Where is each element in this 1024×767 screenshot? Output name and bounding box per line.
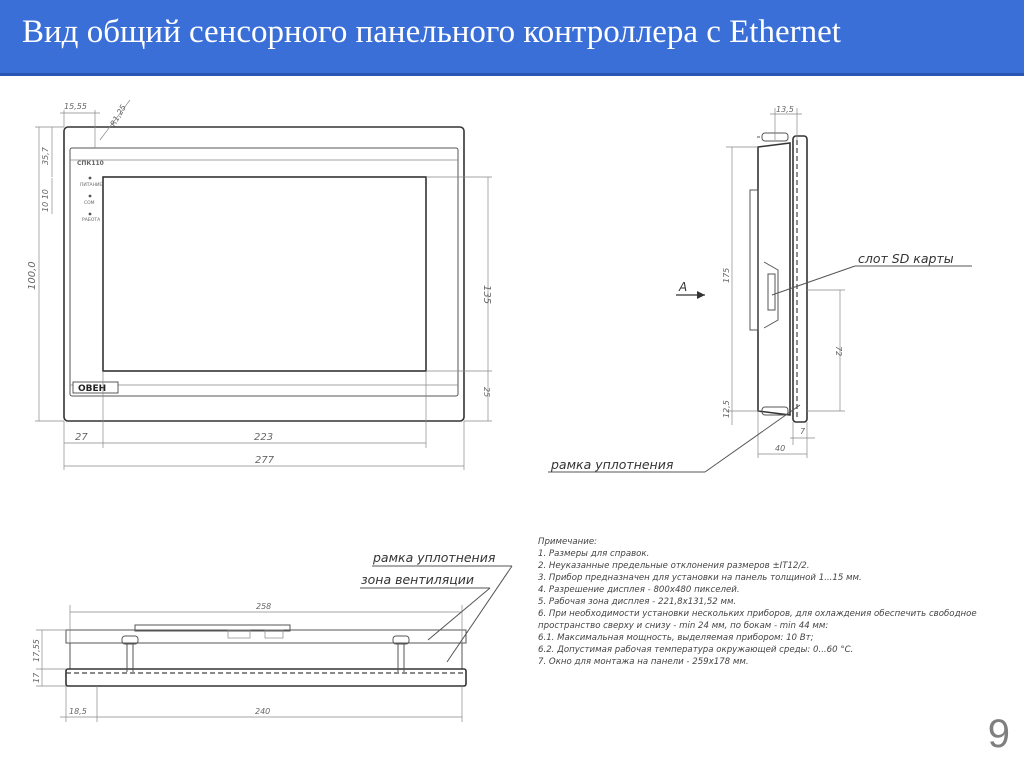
led-work-label: РАБОТА (82, 218, 101, 223)
bottom-housing (70, 643, 462, 669)
dim-height-top: 35,7 (41, 147, 50, 165)
bottom-dim-h1: 17,55 (32, 639, 41, 662)
dim-bottom: 25 (482, 387, 491, 398)
led-com-label: СОМ (84, 201, 95, 206)
bottom-front-frame (66, 669, 466, 686)
side-view (548, 105, 972, 472)
note-item: пространство сверху и снизу - min 24 мм, по бокам - min 44 мм: (538, 621, 829, 631)
front-view (27, 100, 492, 470)
front-outer-frame (64, 127, 464, 421)
note-item: 7. Окно для монтажа на панели - 259х178 мм. (538, 657, 749, 667)
side-body (758, 143, 790, 415)
view-arrow-label: A (679, 280, 688, 294)
bottom-dim-h2: 17 (32, 672, 41, 683)
page-number: 9 (987, 712, 1010, 756)
sd-slot (768, 274, 775, 310)
dim-radius: R1,25 (108, 103, 129, 128)
side-dim-bottom: 12,5 (722, 400, 731, 418)
side-dim-depth: 40 (775, 444, 786, 453)
dim-top-offset: 15,55 (64, 102, 87, 111)
note-item: 5. Рабочая зона дисплея - 221,8х131,52 мм. (538, 597, 737, 607)
dim-total-width: 277 (255, 455, 275, 466)
note-item: 3. Прибор предназначен для установки на панель толщиной 1...15 мм. (538, 573, 862, 583)
note-item: 6.2. Допустимая рабочая температура окружающей среды: 0...60 °С. (538, 645, 854, 655)
bottom-dim-width: 258 (256, 602, 272, 611)
bottom-vent-callout: зона вентиляции (361, 572, 475, 587)
dim-screen-width: 223 (254, 432, 274, 443)
bottom-gasket-callout: рамка уплотнения (373, 550, 496, 565)
side-front-frame (793, 136, 807, 422)
note-item: 6.1. Максимальная мощность, выделяемая прибором: 10 Вт; (538, 633, 814, 643)
notes-heading: Примечание: (538, 537, 598, 547)
led-power-label: ПИТАНИЕ (80, 183, 103, 188)
note-item: 4. Разрешение дисплея - 800х480 пикселей. (538, 585, 740, 595)
note-item: 6. При необходимости установки нескольких приборов, для охлаждения обеспечить свободное (538, 609, 977, 619)
left-clip (122, 636, 138, 672)
bottom-dim-cutout: 240 (255, 707, 271, 716)
dim-screen-height: 135 (481, 285, 492, 305)
bottom-view (32, 550, 512, 722)
slide-title: Вид общий сенсорного панельного контроллера с Ethernet (22, 14, 841, 50)
dim-led-spacing: 10 10 (41, 189, 50, 212)
dim-left-offset: 27 (75, 432, 88, 443)
note-item: 2. Неуказанные предельные отклонения размеров ±IT12/2. (538, 561, 810, 571)
note-item: 1. Размеры для справок. (538, 549, 650, 559)
side-dim-depth-small: 7 (800, 427, 806, 436)
side-dim-height: 175 (722, 267, 731, 283)
front-screen (103, 177, 426, 371)
sd-slot-callout: слот SD карты (858, 251, 954, 266)
dim-height-total: 100,0 (27, 261, 38, 290)
bottom-dim-left-offset: 18,5 (69, 707, 87, 716)
model-label: СПК110 (77, 160, 104, 167)
notes (538, 537, 977, 667)
side-dim-lower: 72 (834, 346, 843, 357)
brand-logo: ОВЕН (78, 384, 107, 394)
front-bezel (70, 148, 458, 396)
right-clip (393, 636, 409, 672)
side-dim-top: 13,5 (776, 105, 794, 114)
side-gasket-callout: рамка уплотнения (551, 457, 674, 472)
